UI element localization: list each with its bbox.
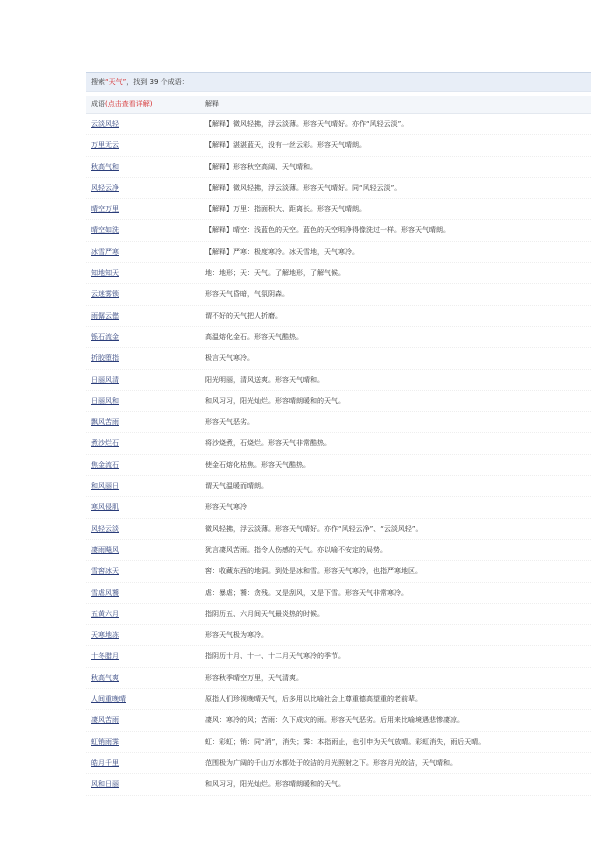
- idiom-link[interactable]: 秋高气爽: [91, 673, 119, 682]
- table-row: [86, 412, 591, 433]
- idiom-link[interactable]: 雪窖冰天: [91, 567, 119, 576]
- idiom-link[interactable]: 五黄六月: [91, 609, 119, 618]
- idiom-definition: 使金石熔化枯焦。形容天气酷热。: [205, 460, 310, 469]
- idiom-definition: 【解释】万里：指面积大、距离长。形容天气晴朗。: [205, 205, 366, 214]
- table-row: [86, 689, 591, 710]
- idiom-link[interactable]: 晴空如洗: [91, 226, 119, 235]
- idiom-link[interactable]: 知地知天: [91, 269, 119, 278]
- idiom-link[interactable]: 和风丽日: [91, 482, 119, 491]
- table-row: [86, 476, 591, 497]
- table-row: [86, 157, 591, 178]
- table-row: [86, 391, 591, 412]
- idiom-definition: 极言天气寒冷。: [205, 354, 254, 363]
- idiom-results-panel: [86, 72, 591, 796]
- table-row: [86, 455, 591, 476]
- idiom-definition: 谓不好的天气把人折磨。: [205, 311, 282, 320]
- idiom-link[interactable]: 凄风苦雨: [91, 716, 119, 725]
- table-row: [86, 220, 591, 241]
- table-row: [86, 774, 591, 795]
- idiom-definition: 【解释】微风轻拂，浮云淡薄。形容天气晴好。亦作“风轻云淡”。: [205, 120, 409, 128]
- idiom-definition: 犹言凄风苦雨。指令人伤感的天气。亦以喻不安定的局势。: [205, 545, 387, 554]
- table-row: [86, 135, 591, 156]
- table-row: [86, 753, 591, 774]
- idiom-definition: 【解释】湛湛蓝天，没有一丝云彩。形容天气晴朗。: [205, 141, 366, 150]
- idiom-definition: 谓天气温暖而晴朗。: [205, 482, 268, 491]
- idiom-definition: 指阴历五、六月间天气最炎热的时候。: [205, 609, 324, 618]
- idiom-link[interactable]: 铄石流金: [91, 332, 119, 341]
- column-header-idiom: [91, 96, 152, 113]
- idiom-link[interactable]: 飘风苦雨: [91, 418, 119, 427]
- idiom-link[interactable]: 天寒地冻: [91, 631, 119, 640]
- search-keyword: “天气”: [105, 78, 127, 86]
- search-result-count: ，找到 39 个成语：: [126, 78, 189, 86]
- idiom-definition: 【解释】形容秋空高阔、天气晴和。: [205, 162, 317, 171]
- idiom-definition: 【解释】晴空：浅蓝色的天空。蓝色的天空明净得像洗过一样。形容天气晴朗。: [205, 226, 450, 235]
- table-row: [86, 710, 591, 731]
- table-row: [86, 327, 591, 348]
- idiom-definition: 指阴历十月、十一、十二月天气寒冷的季节。: [205, 652, 345, 661]
- idiom-link[interactable]: 十冬腊月: [91, 652, 119, 661]
- idiom-link[interactable]: 云淡风轻: [91, 120, 119, 128]
- idiom-link[interactable]: 日丽风清: [91, 375, 119, 384]
- idiom-link[interactable]: 折胶堕指: [91, 354, 119, 363]
- idiom-definition: 形容天气昏暗，气氛阴森。: [205, 290, 289, 299]
- idiom-definition: 形容天气寒冷: [205, 503, 247, 512]
- idiom-definition: 【解释】严寒：极度寒冷。冰天雪地，天气寒冷。: [205, 247, 359, 256]
- idiom-link[interactable]: 万里无云: [91, 141, 119, 150]
- idiom-definition: 和风习习，阳光灿烂。形容晴朗暖和的天气。: [205, 780, 345, 789]
- idiom-definition: 窖：收藏东西的地洞。到处是冰和雪。形容天气寒冷，也指严寒地区。: [205, 567, 422, 576]
- idiom-definition: 范围极为广阔的千山万水都处于皎洁的月光照射之下。形容月光皎洁，天气晴和。: [205, 758, 457, 767]
- table-row: [86, 242, 591, 263]
- idiom-link[interactable]: 云迷雾锁: [91, 290, 119, 299]
- table-row: [86, 284, 591, 305]
- table-row: [86, 497, 591, 518]
- idiom-link[interactable]: 皓月千里: [91, 758, 119, 767]
- table-row: [86, 668, 591, 689]
- table-row: [86, 646, 591, 667]
- idiom-link[interactable]: 人间重晚晴: [91, 695, 126, 704]
- idiom-link[interactable]: 凄雨飚风: [91, 545, 119, 554]
- idiom-definition: 地：地形；天：天气。了解地形，了解气候。: [205, 269, 345, 278]
- table-row: [86, 114, 591, 135]
- idiom-list: [86, 114, 591, 796]
- idiom-definition: 虐：暴虐；饕：贪残。又是刮风，又是下雪。形容天气非常寒冷。: [205, 588, 408, 597]
- table-row: [86, 519, 591, 540]
- idiom-definition: 凄风：寒冷的风；苦雨：久下成灾的雨。形容天气恶劣。后用来比喻境遇悲惨凄凉。: [205, 716, 464, 725]
- idiom-link[interactable]: 冰雪严寒: [91, 247, 119, 256]
- idiom-link[interactable]: 雪虐风饕: [91, 588, 119, 597]
- table-row: [86, 625, 591, 646]
- idiom-definition: 高温熔化金石。形容天气酷热。: [205, 332, 303, 341]
- idiom-definition: 形容天气极为寒冷。: [205, 631, 268, 640]
- idiom-link[interactable]: 风轻云淡: [91, 524, 119, 533]
- idiom-link[interactable]: 寒风侵肌: [91, 503, 119, 512]
- table-row: [86, 306, 591, 327]
- column-header-definition: 解释: [205, 100, 219, 108]
- idiom-link[interactable]: 风和日丽: [91, 780, 119, 789]
- idiom-link[interactable]: 日丽风和: [91, 396, 119, 405]
- search-prefix: 搜索: [91, 78, 105, 86]
- table-row: [86, 604, 591, 625]
- column-idiom-hint: (点击查看详解): [105, 100, 153, 108]
- idiom-link[interactable]: 风轻云净: [91, 183, 119, 192]
- idiom-link[interactable]: 煮沙烂石: [91, 439, 119, 448]
- idiom-definition: 阳光明丽，清风送爽。形容天气晴和。: [205, 375, 324, 384]
- idiom-link[interactable]: 焦金流石: [91, 460, 119, 469]
- idiom-definition: 原指人们珍视晚晴天气，后多用以比喻社会上尊重德高望重的老前辈。: [205, 695, 422, 704]
- idiom-link[interactable]: 雨僝云僽: [91, 311, 119, 320]
- table-row: [86, 561, 591, 582]
- table-row: [86, 732, 591, 753]
- table-row: [86, 540, 591, 561]
- idiom-link[interactable]: 晴空万里: [91, 205, 119, 214]
- column-idiom-label: 成语: [91, 100, 105, 108]
- idiom-definition: 将沙烧煮，石烧烂。形容天气非常酷热。: [205, 439, 331, 448]
- table-row: [86, 348, 591, 369]
- table-row: [86, 370, 591, 391]
- idiom-definition: 【解释】微风轻拂，浮云淡薄。形容天气晴好。同“风轻云淡”。: [205, 183, 402, 192]
- idiom-definition: 和风习习，阳光灿烂。形容晴朗暖和的天气。: [205, 396, 345, 405]
- idiom-link[interactable]: 虹销雨霁: [91, 737, 119, 746]
- table-row: [86, 199, 591, 220]
- idiom-definition: 微风轻拂，浮云淡薄。形容天气晴好。亦作“风轻云净”、“云淡风轻”。: [205, 524, 423, 533]
- idiom-link[interactable]: 秋高气和: [91, 162, 119, 171]
- table-header: [86, 96, 591, 114]
- search-summary: [86, 72, 591, 92]
- idiom-definition: 形容秋季晴空万里，天气清爽。: [205, 673, 303, 682]
- table-row: [86, 433, 591, 454]
- table-row: [86, 583, 591, 604]
- table-row: [86, 263, 591, 284]
- table-row: [86, 178, 591, 199]
- idiom-definition: 虹：彩虹；销：同“消”，消失；霁：本指雨止，也引申为天气放晴。彩虹消失，雨后天晴。: [205, 737, 486, 746]
- idiom-definition: 形容天气恶劣。: [205, 418, 254, 427]
